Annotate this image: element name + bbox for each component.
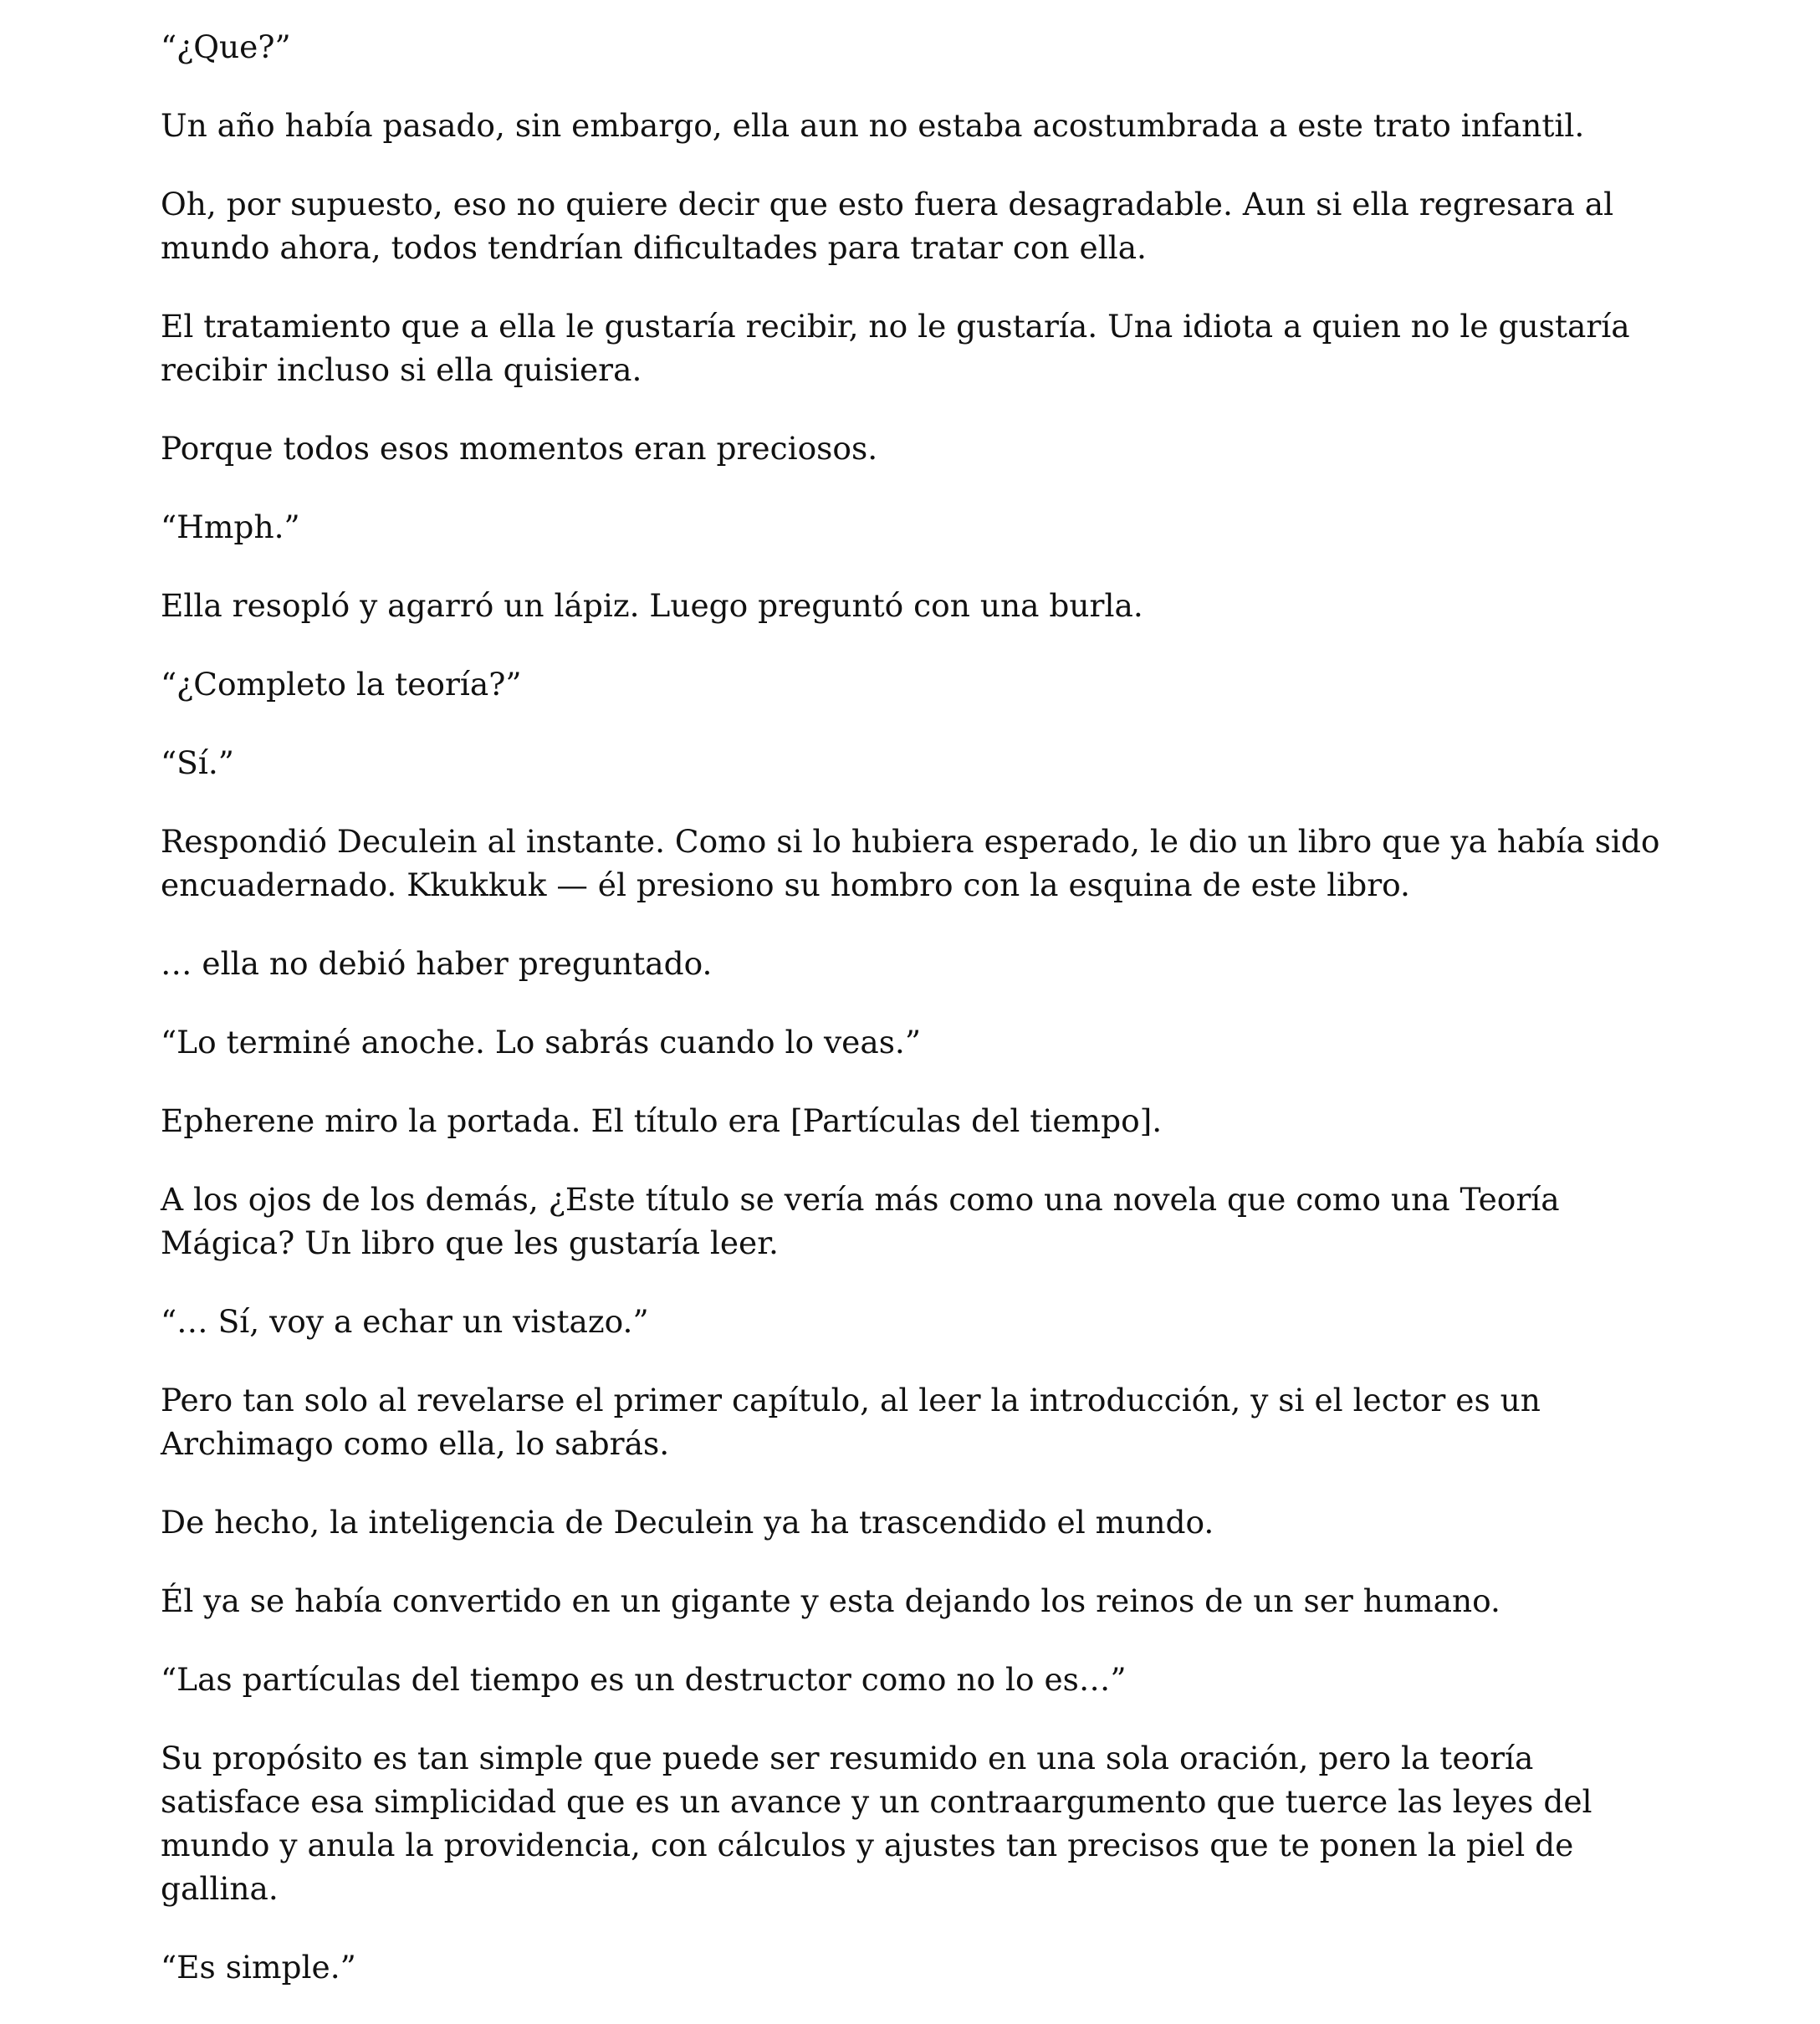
- paragraph: Epherene miro la portada. El título era [Partículas del tiempo].: [161, 1102, 1163, 1139]
- paragraph: Oh, por supuesto, eso no quiere decir que esto fuera desagradable. Aun si ella regresara al mundo ahora, todos tendrían dificultades para tratar con ella.: [161, 186, 1614, 266]
- paragraph: “Lo terminé anoche. Lo sabrás cuando lo veas.”: [161, 1024, 922, 1061]
- paragraph: A los ojos de los demás, ¿Este título se vería más como una novela que como una Teoría Mágica? Un libro que les gustaría leer.: [161, 1181, 1560, 1261]
- paragraph: “Es simple.”: [161, 1949, 356, 1986]
- paragraph: De hecho, la inteligencia de Deculein ya ha trascendido el mundo.: [161, 1504, 1214, 1541]
- paragraph: Su propósito es tan simple que puede ser resumido en una sola oración, pero la teoría satisface esa simplicidad que es un avance y un contraargumento que tuerce las leyes del mundo y anula la providencia, con cálculos y ajustes tan precisos que te ponen la piel de gallina.: [161, 1740, 1592, 1907]
- paragraph: El tratamiento que a ella le gustaría recibir, no le gustaría. Una idiota a quien no le gustaría recibir incluso si ella quisiera.: [161, 308, 1630, 388]
- document-body: [161, 25, 1683, 2024]
- paragraph: Pero tan solo al revelarse el primer capítulo, al leer la introducción, y si el lector es un Archimago como ella, lo sabrás.: [161, 1382, 1541, 1462]
- paragraph: Respondió Deculein al instante. Como si lo hubiera esperado, le dio un libro que ya había sido encuadernado. Kkukkuk — él presiono su hombro con la esquina de este libro.: [161, 823, 1660, 903]
- paragraph: “¿Que?”: [161, 28, 291, 65]
- paragraph: “Las partículas del tiempo es un destructor como no lo es…”: [161, 1661, 1127, 1698]
- paragraph: “Sí.”: [161, 744, 234, 781]
- paragraph: “Hmph.”: [161, 509, 300, 545]
- paragraph: Un año había pasado, sin embargo, ella aun no estaba acostumbrada a este trato infantil.: [161, 107, 1585, 144]
- paragraph: Porque todos esos momentos eran preciosos.: [161, 430, 878, 467]
- paragraph: “… Sí, voy a echar un vistazo.”: [161, 1303, 649, 1340]
- paragraph: “¿Completo la teoría?”: [161, 666, 522, 703]
- paragraph: Ella resopló y agarró un lápiz. Luego preguntó con una burla.: [161, 587, 1143, 624]
- paragraph: Él ya se había convertido en un gigante y esta dejando los reinos de un ser humano.: [161, 1582, 1500, 1619]
- paragraph: … ella no debió haber preguntado.: [161, 945, 713, 982]
